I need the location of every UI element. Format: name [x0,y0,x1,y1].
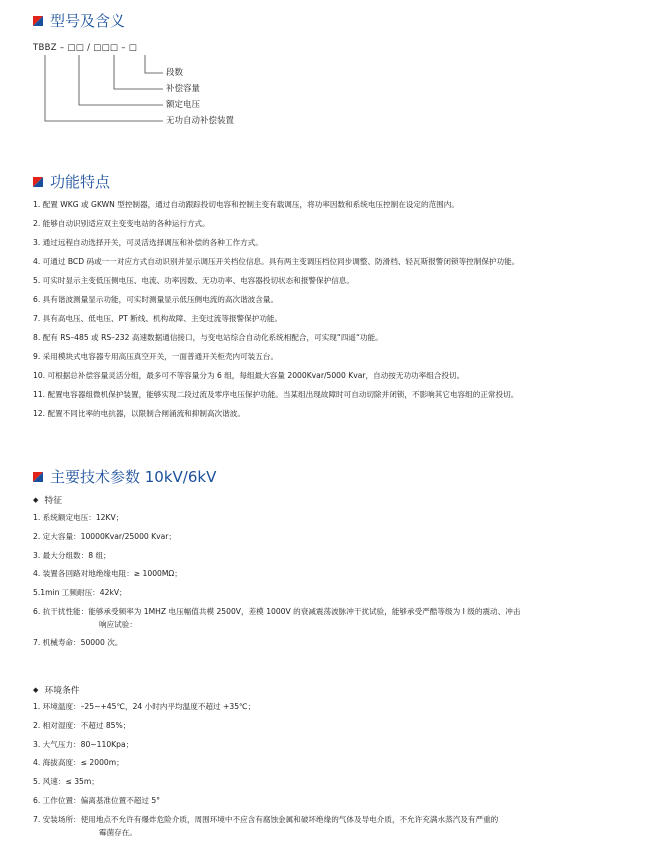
list-item: 1. 系统额定电压：12KV； [33,513,124,522]
list-item: 5. 风速：≤ 35m； [33,777,99,787]
list-item [33,813,653,844]
list-item: 2. 定大容量：10000Kvar/25000 Kvar； [33,531,177,541]
list-item: 3. 大气压力：80~110Kpa； [33,739,134,749]
list-item: 7. 具有高电压、低电压、PT 断线、机构故障、主变过流等报警保护功能。 [33,314,283,323]
red-blue-square-icon [33,177,43,187]
list-item: 5.1min 工频耐压：42kV； [33,588,127,598]
list-item: 1. 环境温度：–25~+45℃，24 小时内平均温度不超过 +35℃； [33,702,256,711]
list-item: 7. 机械寿命：50000 次。 [33,637,123,647]
list-item: 3. 最大分组数：8 组； [33,550,111,560]
red-blue-square-icon [33,472,43,482]
list-item: 3. 通过远程自动选择开关，可灵活选择调压和补偿的各种工作方式。 [33,238,263,247]
subsection-title-text: 环境条件 [44,686,80,696]
list-item: 5. 可实时显示主变低压侧电压、电流、功率因数、无功功率、电容器投切状态和报警保护信息。 [33,276,354,285]
list-item: 9. 采用模块式电容器专用高压真空开关，一面普通开关柜壳内可装五台。 [33,352,279,361]
list-item [33,605,653,636]
features-list [33,198,653,426]
list-item: 4. 可通过 BCD 码或一一对应方式自动识别并显示调压开关档位信息。具有两主变调压档位同步调整、防滑档、轻瓦斯报警闭锁等控制保护功能。 [33,257,520,266]
list-item: 6. 工作位置：偏离基准位置不超过 5° [33,795,161,805]
label-segments: 段数 [166,68,184,78]
list-item: 11. 配置电容器组微机保护装置，能够实现二段过流及零序电压保护功能。当某组出现故障时可自动切除并闭锁，不影响其它电容组的正常投切。 [33,390,519,399]
list-item: 1. 配置 WKG 或 GKWN 型控制器，通过自动跟踪投切电容和控制主变有载调压，将功率因数和系统电压控制在设定的范围内。 [33,200,459,209]
diamond-bullet-icon: ◆ [33,685,39,694]
section-title-specs [33,466,216,487]
subsection-title-text: 特征 [44,496,62,506]
list-item: 10. 可根据总补偿容量灵活分组，最多可不等容量分为 6 组，每组最大容量 2000Kvar/5000 Kvar，自动按无功功率组合投切。 [33,371,465,380]
list-item: 6. 具有谐波测量显示功能，可实时测量显示低压侧电流的高次谐波含量。 [33,295,279,304]
list-item-line: 6. 抗干扰性能：能够承受频率为 1MHZ 电压幅值共模 2500V，差模 1000V 的衰减震荡波脉冲干扰试验，能够承受严酷等级为 I 级的震动、冲击 [33,606,521,616]
list-item-continuation: 响应试验： [99,619,137,629]
subsection-title-features [33,493,62,506]
diamond-bullet-icon: ◆ [33,495,39,504]
list-item: 2. 相对湿度：不超过 85%； [33,720,131,730]
list-item: 12. 配置不同比率的电抗器，以限制合闸涌流和抑制高次谐波。 [33,409,245,418]
section-title-features [33,171,110,192]
section-title-text: 功能特点 [50,173,111,191]
list-item: 8. 配有 RS–485 或 RS–232 高速数据通信接口，与变电站综合自动化系统相配合，可实现“四遥“功能。 [33,333,383,342]
list-item-line: 7. 安装场所：使用地点不允许有爆炸危险介质，周围环境中不应含有腐蚀金属和破坏绝缘的气体及导电介质，不允许充满水蒸汽及有严重的 [33,814,499,824]
section-title-text: 主要技术参数 10kV/6kV [50,468,217,486]
label-device: 无功自动补偿装置 [166,116,235,126]
list-item-continuation: 霉菌存在。 [99,827,137,837]
label-capacity: 补偿容量 [166,84,201,94]
environment-list [33,700,653,844]
list-item: 4. 装置各回路对地绝缘电阻：≥ 1000MΩ； [33,569,182,579]
model-code-tree-lines [0,0,659,140]
list-item: 2. 能够自动识别适应双主变变电站的各种运行方式。 [33,219,210,228]
subsection-title-environment [33,683,80,696]
section-title-text: 型号及含义 [50,12,126,30]
label-rated-voltage: 额定电压 [166,100,201,110]
spec-features-list [33,511,653,655]
list-item: 4. 海拔高度：≤ 2000m； [33,758,124,768]
model-code: TBBZ – □□ / □□□ – □ [33,43,138,53]
